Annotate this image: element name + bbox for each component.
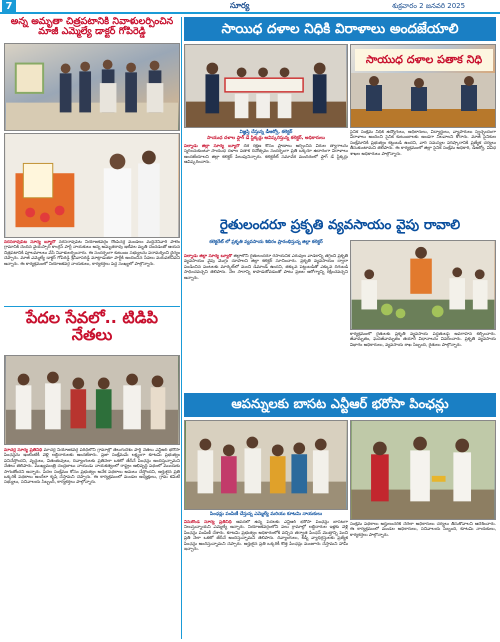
- mla-handing-pension-photo-icon: [351, 421, 495, 519]
- officials-with-flag-day-poster-photo-icon: [185, 45, 347, 127]
- story3-text-left: దేశ రక్షణ కోసం ప్రాణాలు అర్పించిన వీరుల త్యాగాలను స్మరించుకుంటూ సాయుధ దళాల పతాక దినోత్సవం సందర్భంగా ప్రతి ఒక్కరూ ఉదారంగా విరాళాలు అందజేయాలని జిల్లా కలెక్టర్ పిలుపునిచ్చారు. కలెక్టరేట్ సమావేశ మందిరంలో ఫ్లాగ్ డే స్టిక్కర్లు ఆవిష్కరించారు.: [184, 144, 348, 166]
- story5-caption: పింఛన్లు పంపిణీ చేస్తున్న ఎమ్మెల్యే మరియు కూటమి నాయకులు: [209, 512, 323, 517]
- story4-kicker: కలెక్టరేట్ లో ప్రకృతి వ్యవసాయ శిబిరం ప్రారంభిస్తున్న జిల్లా కలెక్టర్: [209, 240, 323, 245]
- section-divider-left: [4, 306, 180, 307]
- story2-body: [4, 448, 180, 638]
- story5-text-left: ఆపదలో ఉన్న పేదలకు ఎన్టీఆర్ భరోసా పింఛన్లు బాసటగా నిలుస్తున్నాయని ఎమ్మెల్యే అన్నారు. నియోజకవర్గంలోని పలు గ్రామాల్లో లబ్ధిదారుల ఇళ్లకు వెళ్లి పింఛన్లు పంపిణీ చేశారు. కూటమి ప్రభుత్వం అధికారంలోకి వచ్చిన తర్వాత పింఛన్ మొత్తాన్ని పెంచి ప్రతి నెలా ఒకటో తేదీనే అందిస్తున్నామని తెలిపారు. దివ్యాంగులు, కిడ్నీ వ్యాధిగ్రస్తులకు ప్రత్యేక పింఛన్లు అందిస్తున్నామని చెప్పారు. అర్హులైన ప్రతి ఒక్కరికీ కొత్త పింఛన్లు మంజూరు చేస్తామని హామీ ఇచ్చారు.: [184, 520, 348, 553]
- story3-caption-top: విజ్ఞప్తి చేస్తున్న డీఆర్వో, కలెక్టర్: [239, 130, 293, 135]
- story1-photo-floral: [4, 133, 180, 238]
- story3-dateline: పల్నాడు జిల్లా సూర్య బ్యూరో: [184, 144, 240, 149]
- page-number: 7: [2, 0, 16, 13]
- story3-body-right: సైనిక సంక్షేమ నిధికి ఉద్యోగులు, అధికారులు, విద్యార్థులు, వ్యాపారులు స్వచ్ఛందంగా విరాళాలు అందించి సైనిక కుటుంబాలకు అండగా నిలవాలని కోరారు. మాజీ సైనికుల సంక్షేమానికి ప్రభుత్వం కట్టుబడి ఉందని, వారి సమస్యల పరిష్కారానికి ప్రత్యేక చర్యలు తీసుకుంటామని తెలిపారు. ఈ కార్యక్రమంలో జిల్లా సైనిక సంక్షేమ అధికారి, డీఆర్వో, వివిధ శాఖల అధికారులు పాల్గొన్నారు.: [350, 130, 496, 157]
- story4-text-left: జిల్లాలోని రైతులందరూ రసాయనిక ఎరువుల వాడకాన్ని తగ్గించి ప్రకృతి వ్యవసాయం వైపు మొగ్గు చూపాలని జిల్లా కలెక్టర్ సూచించారు. ప్రకృతి వ్యవసాయం ద్వారా పండించిన పంటలకు మార్కెట్‌లో మంచి డిమాండ్ ఉందని, తక్కువ పెట్టుబడితో ఎక్కువ దిగుబడి సాధించవచ్చని తెలిపారు. నేల సారాన్ని కాపాడుకోవడంతో పాటు ప్రజల ఆరోగ్యాన్ని రక్షించవచ్చని అన్నారు.: [184, 254, 348, 281]
- story1-body: [4, 240, 180, 300]
- story1-headline: అన్న అమృతా చిత్రపటానికి నివాళులర్పించిన మాజీ ఎమ్మెల్యే డాక్టర్ గోపిరెడ్డి: [10, 16, 174, 37]
- story3-body-left: [184, 144, 348, 214]
- officials-at-meeting-photo-icon: [351, 73, 496, 128]
- story3-caption-sub: సాయుధ దళాల ఫ్లాగ్ డే స్టిక్కర్లు ఆవిష్కరిస్తున్న కలెక్టర్, అధికారులు: [207, 136, 325, 141]
- story5-photo-distribution: [184, 420, 348, 510]
- story2-text: మాచర్ల నియోజకవర్గ పరిధిలోని గ్రామాల్లో తెలుగుదేశం పార్టీ నేతలు ఎన్టీఆర్ భరోసా పింఛన్లను ఇంటింటికీ వెళ్లి లబ్ధిదారులకు అందజేశారు. ప్రజా సంక్షేమమే లక్ష్యంగా కూటమి ప్రభుత్వం పనిచేస్తోందని, వృద్ధులు, వితంతువులు, దివ్యాంగులకు ప్రతినెలా ఒకటో తేదీనే పింఛన్లు అందిస్తున్నామని నేతలు తెలిపారు. ముఖ్యమంత్రి చంద్రబాబు నాయుడు నాయకత్వంలో రాష్ట్రం అభివృద్ధి పథంలో ముందుకు సాగుతోందని అన్నారు. పేదల సంక్షేమం కోసం ప్రభుత్వం అనేక పథకాలు అమలు చేస్తోందని, అర్హులైన ప్రతి ఒక్కరికీ పథకాలు అందేలా కృషి చేస్తామని చెప్పారు. ఈ కార్యక్రమంలో మండల అధ్యక్షులు, గ్రామ కమిటీ సభ్యులు, సచివాలయ సిబ్బంది, కార్యకర్తలు పాల్గొన్నారు.: [4, 448, 180, 486]
- people-at-tribute-photo-icon: [5, 44, 179, 130]
- natural-farming-camp-photo-icon: [351, 241, 495, 329]
- story5-headline: ఆపన్నులకు బాసట ఎన్టీఆర్ భరోసా పింఛన్లు: [184, 393, 496, 417]
- story2-photo-group: [4, 355, 180, 445]
- story4-body-left: [184, 254, 348, 389]
- story5-body-left: [184, 520, 348, 638]
- story5-dateline: వినుకొండ సూర్య ప్రతినిధి: [184, 520, 232, 525]
- story3-headline: సాయిధ దళాల నిధికి విరాళాలు అందజేయాలి: [184, 17, 496, 41]
- story1-text: నరసరావుపేట నియోజకవర్గం రొంపిచర్ల మండలం మద్దినేనివారి పాలెం గ్రామానికి చెందిన వైయస్సార్ కాంగ్రెస్ పార్టీ నాయకులు అన్న అమృతరావు ఇటీవల మృతి చెందడంతో ఆయన చిత్రపటానికి పూలమాలలు వేసి నివాళులర్పించారు. ఈ సందర్భంగా కుటుంబ సభ్యులను పరామర్శించి ధైర్యం చెప్పారు. మాజీ ఎమ్మెల్యే డాక్టర్ గోపిరెడ్డి శ్రీనివాసరెడ్డి మాట్లాడుతూ పార్టీకి అందించిన సేవలు మరువలేనివని అన్నారు. ఈ కార్యక్రమంలో నియోజకవర్గ నాయకులు, కార్యకర్తలు పెద్ద సంఖ్యలో పాల్గొన్నారు.: [4, 240, 180, 267]
- story4-body-right: కార్యక్రమంలో రైతులకు ప్రకృతి వ్యవసాయ పద్ధతులపై అవగాహన కల్పించారు. జీవామృతం, ఘనజీవామృతం తయారీ విధానాలను వివరించారు. ప్రకృతి వ్యవసాయ విభాగం అధికారులు, వ్యవసాయ శాఖ సిబ్బంది, రైతులు పాల్గొన్నారు.: [350, 332, 496, 348]
- story4-photo-camp: [350, 240, 496, 330]
- story2-headline: పేదల సేవలో.. టిడిపి నేతలు: [26, 308, 158, 344]
- leader-paying-floral-tribute-photo-icon: [5, 134, 179, 237]
- story5-photo-mla: [350, 420, 496, 520]
- story3-sign-banner: సాయుధ దళాల పతాక నిధి: [355, 49, 493, 71]
- story1-photo-tribute: [4, 43, 180, 131]
- masthead: సూర్య: [230, 1, 250, 10]
- story4-dateline: పల్నాడు జిల్లా సూర్య బ్యూరో: [184, 254, 233, 259]
- story1-dateline: నరసరావుపేట సూర్య బ్యూరో: [4, 240, 56, 245]
- column-divider: [181, 17, 182, 639]
- story3-photo-collector: [184, 44, 348, 128]
- issue-date: శుక్రవారం 2 జనవరి 2025: [392, 2, 466, 10]
- pension-distribution-crowd-photo-icon: [185, 421, 347, 509]
- tdp-leaders-with-beneficiaries-photo-icon: [5, 356, 179, 444]
- story2-dateline: మాచర్ల సూర్య ప్రతినిధి: [4, 448, 43, 453]
- story4-headline: రైతులందరూ ప్రకృతి వ్యవసాయం వైపు రావాలి: [219, 217, 461, 233]
- story3-photo-sign: [350, 44, 496, 128]
- story5-body-right: సంక్షేమ పథకాలు అర్హులందరికీ చేరేలా అధికారులు చర్యలు తీసుకోవాలని ఆదేశించారు. ఈ కార్యక్రమంలో మండల అధికారులు, సచివాలయ సిబ్బంది, కూటమి నాయకులు, కార్యకర్తలు పాల్గొన్నారు.: [350, 522, 496, 538]
